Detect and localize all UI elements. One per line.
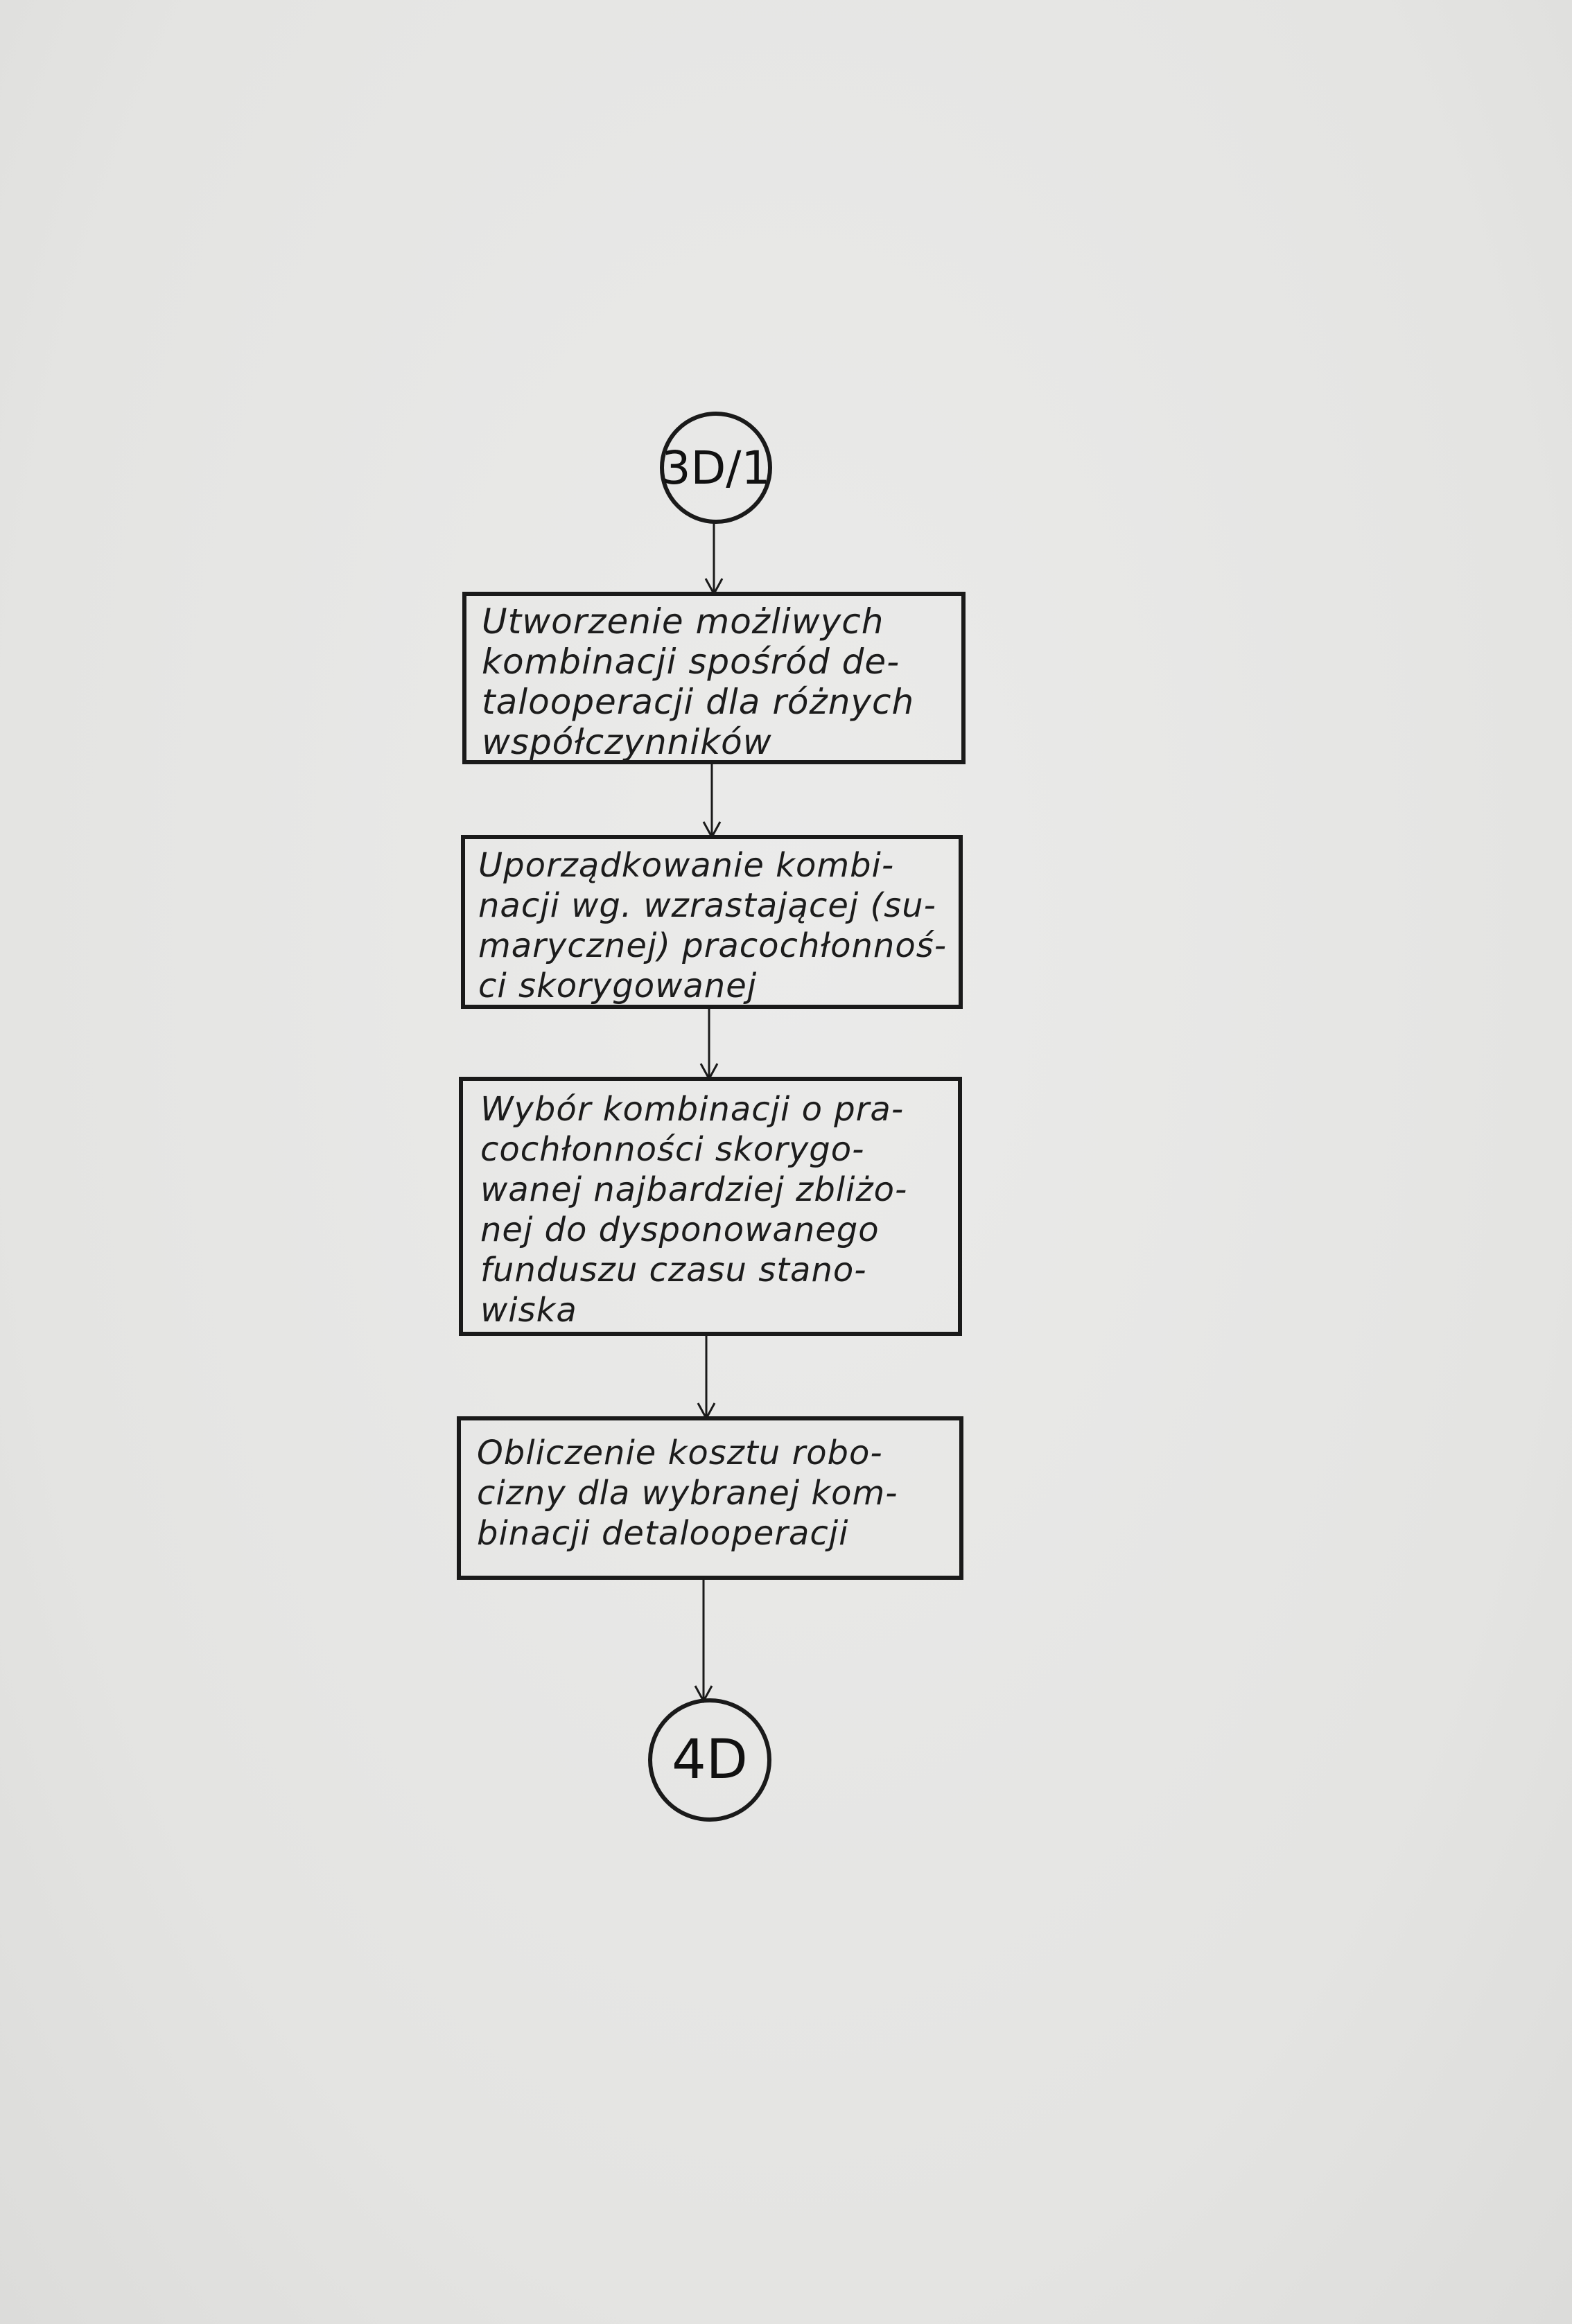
start-connector-label: 3D/1 bbox=[661, 441, 771, 495]
step3-text: Wybór kombinacji o pra- cochłonności skorygo- wanej najbardziej zbliżo- nej do dysponowanego funduszu czasu stano- wiska bbox=[480, 1090, 908, 1330]
step1-text: Utworzenie możliwych kombinacji spośród de- talooperacji dla różnych współczynników bbox=[482, 601, 915, 762]
end-connector-label: 4D bbox=[672, 1729, 748, 1791]
step4-text: Obliczenie kosztu robo- cizny dla wybranej kom- binacji detalooperacji bbox=[477, 1434, 898, 1553]
step2-text: Uporządkowanie kombi- nacji wg. wzrastającej (su- marycznej) pracochłonnoś- ci skorygowanej bbox=[478, 846, 947, 1005]
